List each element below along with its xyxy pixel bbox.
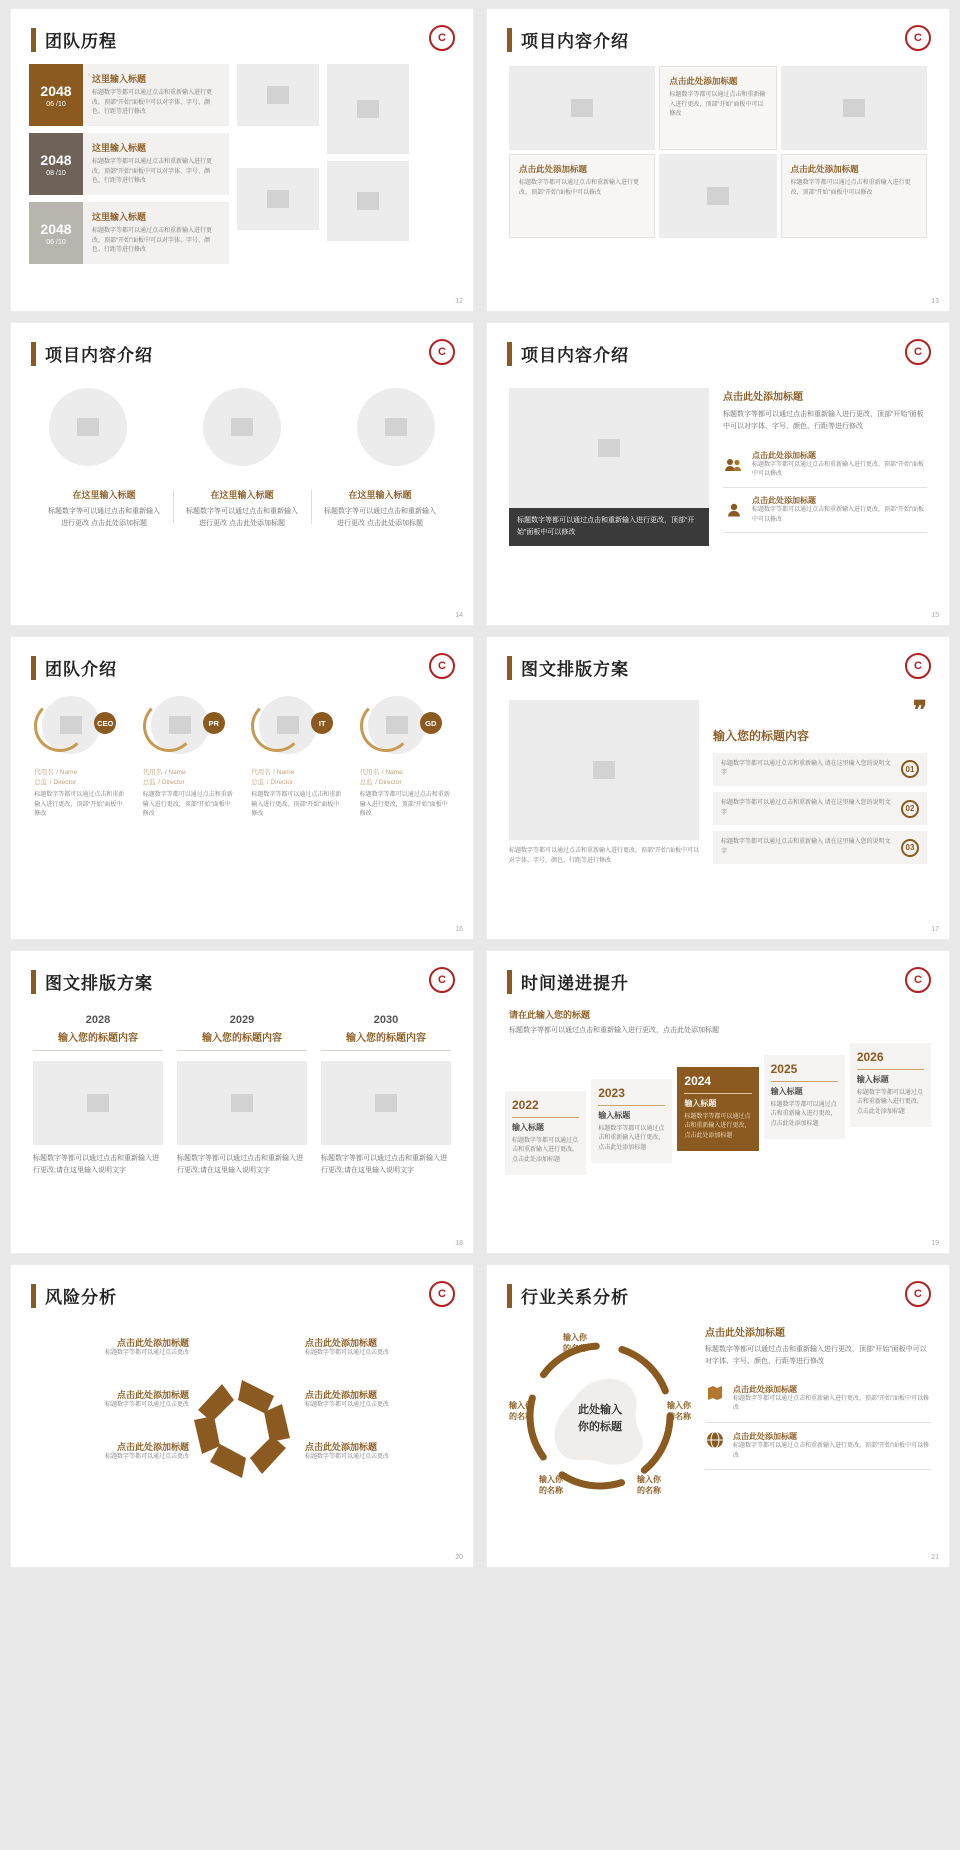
timeline-layout — [11, 52, 473, 264]
item-body: 标题数字等都可以通过点击和重新输入 请在这里输入您的说明文字 — [721, 839, 891, 855]
slide-20 — [10, 1264, 474, 1568]
timeline-heading: 这里输入标题 — [92, 143, 147, 153]
timeline-body — [83, 133, 229, 195]
column-body: 标题数字等可以通过点击和重新输入进行更改 点击此处添加标题 — [324, 508, 436, 527]
step-year: 2023 — [598, 1085, 625, 1100]
page-title: 项目内容介绍 — [521, 32, 629, 51]
member-role: 总监 / Director — [359, 779, 402, 786]
member-body: 标题数字等都可以通过点击和重新输入进行更改，顶部“开始”面板中修改 — [359, 792, 450, 818]
page-number: 17 — [931, 926, 939, 933]
slide-header — [11, 9, 473, 52]
diagram-center-label: 此处输入 你的标题 — [578, 1404, 622, 1433]
team-row — [11, 696, 473, 820]
member-body: 标题数字等都可以通过点击和重新输入进行更改，顶部“开始”面板中修改 — [142, 792, 233, 818]
slide-14 — [10, 322, 474, 626]
step-heading: 输入标题 — [684, 1093, 751, 1109]
image-column-2 — [327, 64, 409, 264]
avatar-ring — [360, 700, 412, 752]
member-role: 总监 / Director — [34, 779, 77, 786]
member-name: 代用名 / Name — [251, 769, 295, 776]
role-badge: GD — [420, 712, 442, 734]
item-body: 标题数字等都可以通过点击和重新输入 请在这里输入您的说明文字 — [721, 799, 891, 816]
content-card — [781, 154, 927, 238]
column-heading: 在这里输入标题 — [348, 490, 412, 500]
page-title: 团队介绍 — [45, 660, 117, 679]
column-item — [311, 488, 449, 530]
image-placeholder[interactable] — [177, 1061, 307, 1145]
item-body: 标题数字等都可以通过点击和重新输入 请在这里输入您的说明文字 — [721, 760, 891, 777]
page-number: 18 — [455, 1240, 463, 1247]
list-item — [723, 488, 927, 533]
text-block — [713, 695, 927, 870]
section-heading: 输入您的标题内容 — [713, 728, 810, 743]
image-placeholder[interactable] — [237, 168, 319, 230]
column-heading: 在这里输入标题 — [72, 490, 136, 500]
quote-icon: ❞ — [913, 695, 927, 725]
step-item[interactable] — [591, 1079, 672, 1163]
list-item — [713, 831, 927, 864]
page-number: 19 — [931, 1240, 939, 1247]
page-number: 13 — [931, 298, 939, 305]
image-placeholder[interactable] — [357, 388, 435, 466]
list-item — [705, 1423, 931, 1470]
media-block — [509, 700, 699, 870]
page-number: 20 — [455, 1554, 463, 1561]
page-number: 14 — [455, 612, 463, 619]
title-accent-bar — [507, 342, 512, 366]
page-title: 图文排版方案 — [521, 660, 629, 679]
column-item — [173, 488, 311, 530]
timeline-year: 2048 — [40, 151, 72, 168]
timeline-date — [29, 133, 83, 195]
item-heading: 点击此处添加标题 — [752, 495, 816, 505]
column-row — [11, 994, 473, 1177]
step-body: 标题数字等都可以通过点击和重新输入进行更改，点击此处添加标题 — [856, 1089, 923, 1116]
pinwheel-diagram — [11, 1312, 473, 1512]
image-caption: 标题数字等都可以通过点击和重新输入进行更改，顶部“开始”面板中可以对字体、字号、颜色、行距等进行修改 — [509, 848, 699, 864]
circle-row — [11, 388, 473, 466]
column-heading: 在这里输入标题 — [210, 490, 274, 500]
brand-logo-icon: C — [905, 653, 931, 679]
step-year: 2025 — [770, 1061, 798, 1076]
item-body: 标题数字等都可以通过点击和重新输入进行更改，顶部“开始”面板中可以修改 — [733, 1395, 929, 1412]
step-item[interactable] — [764, 1055, 845, 1139]
column-body: 标题数字等都可以通过点击和重新输入进行更改;请在这里输入说明文字 — [33, 1155, 159, 1174]
node-label: 输入你 的名称 — [539, 1475, 563, 1496]
timeline-date — [29, 64, 83, 126]
label-body: 标题数字等都可以通过点击更改 — [305, 1402, 390, 1408]
step-body: 标题数字等都可以通过点击和重新输入进行更改，点击此处添加标题 — [512, 1137, 579, 1164]
map-icon — [705, 1384, 725, 1414]
team-member — [251, 696, 341, 820]
title-accent-bar — [31, 970, 36, 994]
column-body: 标题数字等可以通过点击和重新输入进行更改 点击此处添加标题 — [186, 508, 298, 527]
slide-16 — [10, 636, 474, 940]
item-number: 02 — [901, 800, 919, 818]
diagram-label — [39, 1336, 189, 1359]
list-item — [723, 443, 927, 488]
diagram-label — [305, 1388, 455, 1411]
diagram-label — [305, 1336, 455, 1359]
label-body: 标题数字等都可以通过点击更改 — [305, 1350, 390, 1356]
timeline-day: 08 /10 — [46, 169, 66, 177]
user-icon — [723, 495, 745, 525]
content-layout — [487, 680, 949, 870]
member-role: 总监 / Director — [142, 779, 185, 786]
step-item[interactable] — [850, 1043, 931, 1127]
slide-19 — [486, 950, 950, 1254]
image-placeholder[interactable] — [203, 388, 281, 466]
relationship-diagram — [505, 1324, 695, 1504]
section-heading: 点击此处添加标题 — [705, 1328, 785, 1339]
column-year: 2029 — [229, 1014, 255, 1026]
image-placeholder[interactable] — [237, 64, 319, 126]
content-card — [509, 154, 655, 238]
brand-logo-icon: C — [905, 339, 931, 365]
column-heading: 输入您的标题内容 — [321, 1029, 451, 1051]
image-caption: 标题数字等都可以通过点击和重新输入进行更改，顶部“开始”面板中可以修改 — [509, 508, 709, 546]
step-item[interactable] — [505, 1091, 586, 1175]
slide-header — [11, 637, 473, 680]
slide-header — [487, 1265, 949, 1308]
role-badge: PR — [203, 712, 225, 734]
timeline-row — [29, 64, 229, 126]
avatar[interactable] — [360, 696, 450, 758]
timeline-text: 标题数字等都可以通过点击和重新输入进行更改，顶部“开始”面板中可以对字体、字号、颜色、行距等进行修改 — [92, 159, 213, 185]
step-year: 2026 — [856, 1049, 884, 1064]
title-accent-bar — [31, 656, 36, 680]
brand-logo-icon: C — [429, 967, 455, 993]
brand-logo-icon: C — [429, 339, 455, 365]
node-label: 输入你 的名称 — [509, 1401, 533, 1422]
title-accent-bar — [31, 1284, 36, 1308]
page-title: 团队历程 — [45, 32, 117, 51]
step-year: 2024 — [684, 1073, 712, 1088]
image-placeholder[interactable] — [659, 154, 776, 238]
timeline-body — [83, 64, 229, 126]
item-number: 03 — [901, 839, 919, 857]
brand-logo-icon: C — [429, 1281, 455, 1307]
timeline-text: 标题数字等都可以通过点击和重新输入进行更改，顶部“开始”面板中可以对字体、字号、颜色、行距等进行修改 — [92, 90, 213, 116]
column-body: 标题数字等可以通过点击和重新输入进行更改 点击此处添加标题 — [48, 508, 160, 527]
title-accent-bar — [507, 970, 512, 994]
text-block — [723, 388, 927, 546]
brand-logo-icon: C — [429, 653, 455, 679]
label-body: 标题数字等都可以通过点击更改 — [104, 1350, 189, 1356]
member-name: 代用名 / Name — [34, 769, 78, 776]
timeline-heading: 这里输入标题 — [92, 74, 147, 84]
avatar[interactable] — [143, 696, 233, 758]
node-label: 输入你 的名称 — [637, 1475, 661, 1496]
label-body: 标题数字等都可以通过点击更改 — [104, 1454, 189, 1460]
timeline-list — [29, 64, 229, 264]
step-body: 标题数字等都可以通过点击和重新输入进行更改，点击此处添加标题 — [598, 1125, 665, 1152]
timeline-text: 标题数字等都可以通过点击和重新输入进行更改，顶部“开始”面板中可以对字体、字号、颜色、行距等进行修改 — [92, 228, 213, 254]
title-accent-bar — [31, 342, 36, 366]
slide-17 — [486, 636, 950, 940]
diagram-label — [39, 1440, 189, 1463]
content-layout — [487, 366, 949, 546]
member-body: 标题数字等都可以通过点击和重新输入进行更改，顶部“开始”面板中修改 — [251, 792, 342, 818]
item-body: 标题数字等都可以通过点击和重新输入进行更改，顶部“开始”面板中可以修改 — [752, 461, 924, 478]
card-heading: 点击此处添加标题 — [669, 76, 738, 86]
timeline-year: 2048 — [40, 82, 72, 99]
avatar-ring — [34, 700, 86, 752]
globe-icon — [705, 1431, 725, 1461]
column-body: 标题数字等都可以通过点击和重新输入进行更改;请在这里输入说明文字 — [321, 1155, 447, 1174]
slide-15 — [486, 322, 950, 626]
timeline-heading: 这里输入标题 — [92, 212, 147, 222]
member-name: 代用名 / Name — [359, 769, 403, 776]
avatar-ring — [143, 700, 195, 752]
slide-21 — [486, 1264, 950, 1568]
diagram-label — [39, 1388, 189, 1411]
slide-header — [11, 323, 473, 366]
team-member — [143, 696, 233, 820]
list-item — [705, 1376, 931, 1423]
image-placeholder[interactable] — [327, 161, 409, 241]
column-item — [33, 1014, 163, 1177]
item-body: 标题数字等都可以通过点击和重新输入进行更改，顶部“开始”面板中可以修改 — [752, 506, 924, 523]
section-body: 标题数字等都可以通过点击和重新输入进行更改，顶部“开始”面板中可以对字体、字号、颜色、行距等进行修改 — [723, 411, 924, 430]
avatar-ring — [251, 700, 303, 752]
lead-text — [487, 994, 949, 1037]
role-badge: CEO — [94, 712, 116, 734]
item-heading: 点击此处添加标题 — [752, 450, 816, 460]
image-placeholder[interactable] — [781, 66, 927, 150]
text-block — [705, 1324, 931, 1504]
column-heading: 输入您的标题内容 — [177, 1029, 307, 1051]
avatar[interactable] — [251, 696, 341, 758]
item-heading: 点击此处添加标题 — [733, 1384, 797, 1394]
image-placeholder[interactable] — [49, 388, 127, 466]
step-heading: 输入标题 — [512, 1117, 579, 1133]
node-label: 输入你 的名称 — [667, 1401, 691, 1422]
step-body: 标题数字等都可以通过点击和重新输入进行更改，点击此处添加标题 — [770, 1101, 837, 1128]
diagram-label — [305, 1440, 455, 1463]
column-item — [35, 488, 173, 530]
card-heading: 点击此处添加标题 — [790, 164, 859, 174]
slide-header — [11, 1265, 473, 1308]
brand-logo-icon: C — [429, 25, 455, 51]
card-heading: 点击此处添加标题 — [519, 164, 588, 174]
slide-header — [487, 9, 949, 52]
node-label: 输入你 的名称 — [563, 1333, 587, 1354]
label-heading: 点击此处添加标题 — [116, 1390, 189, 1400]
timeline-year: 2048 — [40, 220, 72, 237]
brand-logo-icon: C — [905, 967, 931, 993]
card-body: 标题数字等都可以通过点击和重新输入进行更改，顶部“开始”面板中可以修改 — [669, 92, 766, 118]
page-number: 16 — [455, 926, 463, 933]
content-grid — [509, 66, 927, 238]
timeline-body — [83, 202, 229, 264]
content-layout — [487, 1308, 949, 1504]
title-accent-bar — [507, 656, 512, 680]
list-item — [713, 792, 927, 825]
step-body: 标题数字等都可以通过点击和重新输入进行更改，点击此处添加标题 — [684, 1113, 751, 1140]
column-body: 标题数字等都可以通过点击和重新输入进行更改;请在这里输入说明文字 — [177, 1155, 303, 1174]
slide-header — [487, 323, 949, 366]
step-year: 2022 — [512, 1097, 539, 1112]
timeline-row — [29, 202, 229, 264]
page-title: 项目内容介绍 — [521, 346, 629, 365]
users-icon — [723, 450, 745, 480]
timeline-row — [29, 133, 229, 195]
media-block — [509, 388, 709, 546]
section-body: 标题数字等都可以通过点击和重新输入进行更改，顶部“开始”面板中可以对字体、字号、颜色、行距等进行修改 — [705, 1346, 927, 1365]
card-body: 标题数字等都可以通过点击和重新输入进行更改，顶部“开始”面板中可以修改 — [790, 180, 911, 196]
card-body: 标题数字等都可以通过点击和重新输入进行更改，顶部“开始”面板中可以修改 — [519, 180, 640, 196]
step-heading: 输入标题 — [857, 1069, 924, 1085]
item-number: 01 — [901, 760, 919, 778]
page-title: 时间递进提升 — [521, 974, 629, 993]
label-heading: 点击此处添加标题 — [305, 1442, 378, 1452]
member-name: 代用名 / Name — [142, 769, 186, 776]
step-heading: 输入标题 — [771, 1081, 838, 1097]
timeline-day: 06 /10 — [46, 238, 66, 246]
page-title: 图文排版方案 — [45, 974, 153, 993]
page-title: 行业关系分析 — [521, 1288, 629, 1307]
label-heading: 点击此处添加标题 — [116, 1442, 189, 1452]
column-item — [177, 1014, 307, 1177]
list-item — [713, 753, 927, 786]
avatar[interactable] — [34, 696, 124, 758]
slide-header — [487, 951, 949, 994]
image-placeholder[interactable] — [321, 1061, 451, 1145]
step-row — [487, 1037, 949, 1175]
column-year: 2030 — [373, 1014, 399, 1026]
image-placeholder[interactable] — [509, 700, 699, 840]
label-heading: 点击此处添加标题 — [305, 1338, 378, 1348]
member-body: 标题数字等都可以通过点击和重新输入进行更改，顶部“开始”面板中修改 — [34, 792, 125, 818]
image-placeholder[interactable] — [33, 1061, 163, 1145]
title-accent-bar — [507, 1284, 512, 1308]
slide-12 — [10, 8, 474, 312]
column-item — [321, 1014, 451, 1177]
step-item-active[interactable] — [677, 1067, 758, 1151]
label-heading: 点击此处添加标题 — [305, 1390, 378, 1400]
lead-body: 标题数字等都可以通过点击和重新输入进行更改，点击此处添加标题 — [509, 1027, 719, 1034]
label-heading: 点击此处添加标题 — [116, 1338, 189, 1348]
slide-13 — [486, 8, 950, 312]
label-body: 标题数字等都可以通过点击更改 — [104, 1402, 189, 1408]
lead-heading: 请在此输入您的标题 — [509, 1010, 591, 1020]
timeline-date — [29, 202, 83, 264]
image-placeholder[interactable] — [327, 64, 409, 154]
column-year: 2028 — [85, 1014, 111, 1026]
image-placeholder[interactable] — [509, 388, 709, 508]
content-card — [659, 66, 776, 150]
timeline-day: 06 /10 — [46, 100, 66, 108]
pinwheel-icon — [182, 1366, 302, 1491]
label-body: 标题数字等都可以通过点击更改 — [305, 1454, 390, 1460]
section-heading: 点击此处添加标题 — [723, 392, 803, 403]
image-placeholder[interactable] — [509, 66, 655, 150]
step-heading: 输入标题 — [598, 1105, 665, 1121]
page-title: 风险分析 — [45, 1288, 117, 1307]
page-number: 12 — [455, 298, 463, 305]
column-heading: 输入您的标题内容 — [33, 1029, 163, 1051]
item-body: 标题数字等都可以通过点击和重新输入进行更改，顶部“开始”面板中可以修改 — [733, 1442, 929, 1459]
brand-logo-icon: C — [905, 25, 931, 51]
slide-18 — [10, 950, 474, 1254]
page-title: 项目内容介绍 — [45, 346, 153, 365]
title-accent-bar — [507, 28, 512, 52]
title-accent-bar — [31, 28, 36, 52]
team-member — [34, 696, 124, 820]
column-row — [11, 488, 473, 530]
page-number: 21 — [931, 1554, 939, 1561]
item-heading: 点击此处添加标题 — [733, 1431, 797, 1441]
team-member — [360, 696, 450, 820]
slide-header — [11, 951, 473, 994]
brand-logo-icon: C — [905, 1281, 931, 1307]
role-badge: IT — [311, 712, 333, 734]
member-role: 总监 / Director — [251, 779, 294, 786]
page-number: 15 — [931, 612, 939, 619]
image-column-1 — [237, 64, 319, 264]
slide-header — [487, 637, 949, 680]
